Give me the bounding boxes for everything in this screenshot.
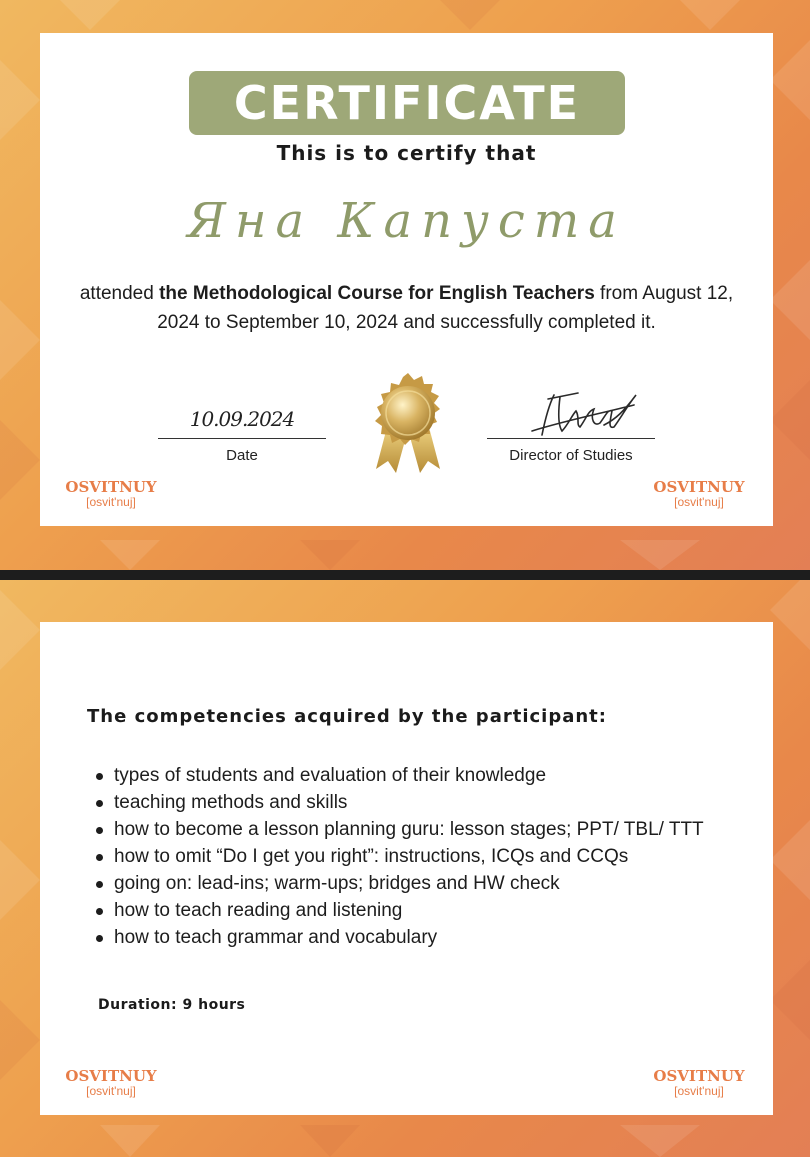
director-signature-icon [524, 375, 644, 441]
date-line [158, 438, 326, 439]
competencies-card [40, 622, 773, 1115]
list-item: going on: lead-ins; warm-ups; bridges and HW check [96, 870, 736, 897]
statement-suffix: from August 12, 2024 to September 10, 2024 and successfully completed it. [157, 283, 734, 333]
certificate-page [0, 0, 810, 570]
director-line [487, 438, 655, 439]
director-label: Director of Studies [509, 447, 633, 464]
competencies-list [96, 762, 736, 951]
logo-phonetic: [osvit'nuj] [86, 1084, 136, 1098]
page-divider [0, 570, 810, 580]
competencies-title: The competencies acquired by the participant: [87, 706, 607, 727]
logo-phonetic: [osvit'nuj] [674, 1084, 724, 1098]
certificate-title: CERTIFICATE [233, 76, 581, 130]
recipient-name: Яна Капуста [187, 193, 626, 249]
list-item: how to become a lesson planning guru: lesson stages; PPT/ TBL/ TTT [96, 816, 736, 843]
logo-brand: OSVITNUY [65, 1067, 157, 1085]
duration-text: Duration: 9 hours [98, 997, 246, 1013]
date-value: 10.09.2024 [189, 407, 295, 431]
logo-phonetic: [osvit'nuj] [674, 495, 724, 509]
statement-prefix: attended [79, 283, 160, 304]
course-statement [60, 279, 753, 337]
list-item: types of students and evaluation of their knowledge [96, 762, 736, 789]
logo-left [56, 478, 166, 509]
competencies-page [0, 580, 810, 1157]
list-item: how to teach reading and listening [96, 897, 736, 924]
logo-brand: OSVITNUY [65, 478, 157, 496]
list-item: how to omit “Do I get you right”: instructions, ICQs and CCQs [96, 843, 736, 870]
course-name: the Methodological Course for English Teachers [159, 283, 595, 304]
certify-subtitle: This is to certify that [276, 141, 537, 165]
list-item: teaching methods and skills [96, 789, 736, 816]
title-banner [189, 71, 625, 135]
logo-brand: OSVITNUY [653, 1067, 745, 1085]
logo-right [644, 1067, 754, 1098]
gold-seal-icon [364, 373, 452, 477]
list-item: how to teach grammar and vocabulary [96, 924, 736, 951]
logo-phonetic: [osvit'nuj] [86, 495, 136, 509]
logo-right [644, 478, 754, 509]
certificate-card [40, 33, 773, 526]
logo-left [56, 1067, 166, 1098]
date-label: Date [226, 447, 258, 464]
logo-brand: OSVITNUY [653, 478, 745, 496]
